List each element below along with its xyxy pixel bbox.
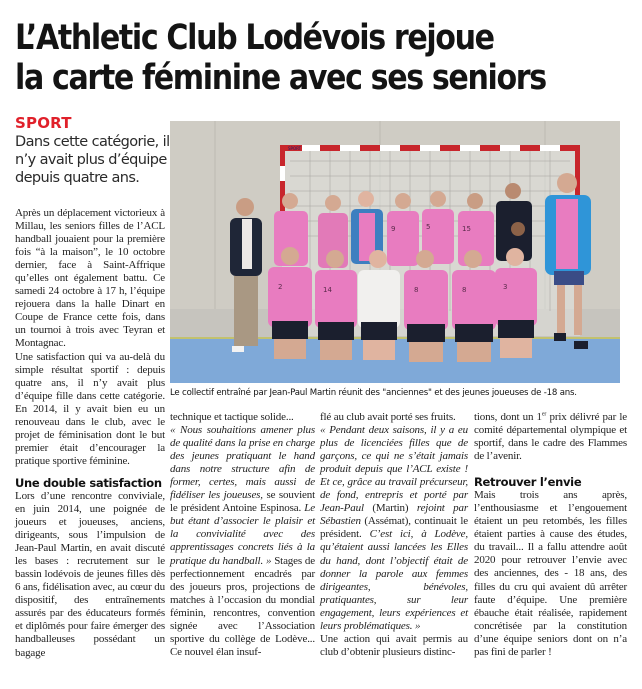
- standfirst: Dans cette catégorie, il n’y avait plus d’équipe depuis quatre ans.: [15, 134, 170, 186]
- text-run: tions, dont un 1: [474, 411, 542, 423]
- headline-line-1: L’Athletic Club Lodévois rejoue: [15, 18, 494, 58]
- text-run: prix délivré par le comité départemental olympique et sportif, dans le cadre des Flammes de l’avenir.: [474, 411, 627, 463]
- article-column-4: [474, 411, 627, 659]
- section-rubric: SPORT: [15, 114, 72, 132]
- quote: rejoint par Sébastien: [320, 502, 469, 528]
- paragraph: [170, 411, 315, 659]
- quote: « Nous souhaitions amener plus de qualité dans la prise en charge des jeunes pratiquant le hand dans notre structure afin de former, certes, mais aussi de fidéliser les joueuses,: [170, 424, 315, 502]
- jersey-number: 14: [323, 286, 332, 294]
- text-run: (Martin): [363, 502, 417, 515]
- paragraph: Lors d’une rencontre conviviale, en juin 2014, une poignée de joueurs et joueuses, anciens, dirigeants, sous l’impulsion de Jean-Paul Martin, en avait discuté les bases : recrutement sur le bassin lodévois de jeunes filles dès 6 ans, fidélisation avec, au cœur du dispositif, des entraînements assurés par des éducateurs formés et diplômés pour faire émerger des handballeuses possédant un bagage: [15, 489, 165, 659]
- jersey-number: 2: [278, 283, 283, 291]
- jersey-number: 8: [414, 286, 419, 294]
- paragraph: Une satisfaction qui va au-delà du simple résultat sportif : depuis quatre ans, il n’y avait plus d’équipe fille dans cette catégorie. En 2014, il y avait bien eu un renouveau dans le club, avec le projet de féminisation dont le but premier était d’encourager la pratique sportive féminine.: [15, 350, 165, 467]
- coach-left: [230, 198, 262, 352]
- paragraph: Une action qui avait permis au club d’obtenir plusieurs distinc-: [320, 632, 468, 658]
- jersey-number: 15: [462, 225, 471, 233]
- team-photo-illustration: [170, 121, 620, 383]
- quote: C’est ici, à Lodève, qu’étaient aussi lancées les Elles du hand, dont l’objectif était de donner la parole aux femmes dirigeantes, bénévoles, pratiquantes, sur leur engagement, leurs expériences et leurs problématiques. »: [320, 528, 469, 632]
- paragraph: Mais trois ans après, l’enthousiasme et l’engouement étaient un peu retombés, les filles étaient parties à cause des études, du travail... Il a fallu attendre août 2020 pour retrouver l’envie avec des anciennes, des - 18 ans, des filles du cru qui avaient dû arrêter faute d’équipe. Une première ébauche était réalisée, rapidement concrétisée par la constitution d’une équipe seniors dont on n’a pas fini de parler !: [474, 489, 627, 658]
- paragraph: [320, 411, 468, 633]
- article-column-3: [320, 411, 468, 659]
- team-photo: [170, 121, 620, 383]
- paragraph: Après un déplacement victorieux à Millau, les seniors filles de l’ACL handball jouaient pour la première fois “à la maison”, le 10 octobre dernier, face à Saint-Affrique qu’elles ont également battu. Ce samedi 24 octobre à 17 h, l’équipe rejouera dans la halle Dinart en Coupe de France cette fois, dans un tournoi à trois avec Teyran et Montagnac.: [15, 207, 165, 350]
- text-run: (Assémat), continuait le président.: [320, 515, 468, 541]
- subheading: Retrouver l’envie: [474, 475, 582, 490]
- jersey-number: 8: [462, 286, 467, 294]
- jersey-number: 9: [391, 225, 396, 233]
- ordinal-suffix: er: [541, 411, 547, 418]
- jersey-number: 5: [426, 223, 431, 231]
- photo-caption: Le collectif entraîné par Jean-Paul Martin réunit des "anciennes" et des jeunes joueuses de -18 ans.: [170, 388, 577, 398]
- text-run: se souvient le président Antoine Espinosa.: [170, 489, 315, 515]
- jersey-number: 3: [503, 283, 508, 291]
- text-run: technique et tactique solide...: [170, 411, 294, 423]
- quote: « Pendant deux saisons, il y a eu plus de licenciées filles que de garçons, ce qui ne s’était jamais produit depuis que l’ACL existe ! Et ce, grâce au travail précurseur, de fond, entrepris et porté par Jean-Paul: [320, 424, 468, 515]
- quote: Le but étant d’associer le plaisir et la convivialité avec des apprentissages concrets liés à la pratique du handball. »: [170, 502, 315, 567]
- text-run: flé au club avait porté ses fruits.: [320, 411, 456, 423]
- article-column-1: [15, 207, 165, 660]
- paragraph: [474, 411, 627, 463]
- goal-brand-label: SPORT: [288, 146, 302, 151]
- headline: [15, 18, 635, 98]
- text-run: Stages de perfectionnement encadrés par des joueurs pros, projections de matches à l’occasion du mondial féminin, rencontres, convention signée avec l’Association sportive du collège de Lodève... Ce nouvel élan insuf-: [170, 554, 315, 658]
- subheading: Une double satisfaction: [15, 475, 162, 490]
- article-column-2: [170, 411, 315, 659]
- headline-line-2: la carte féminine avec ses seniors: [15, 58, 546, 98]
